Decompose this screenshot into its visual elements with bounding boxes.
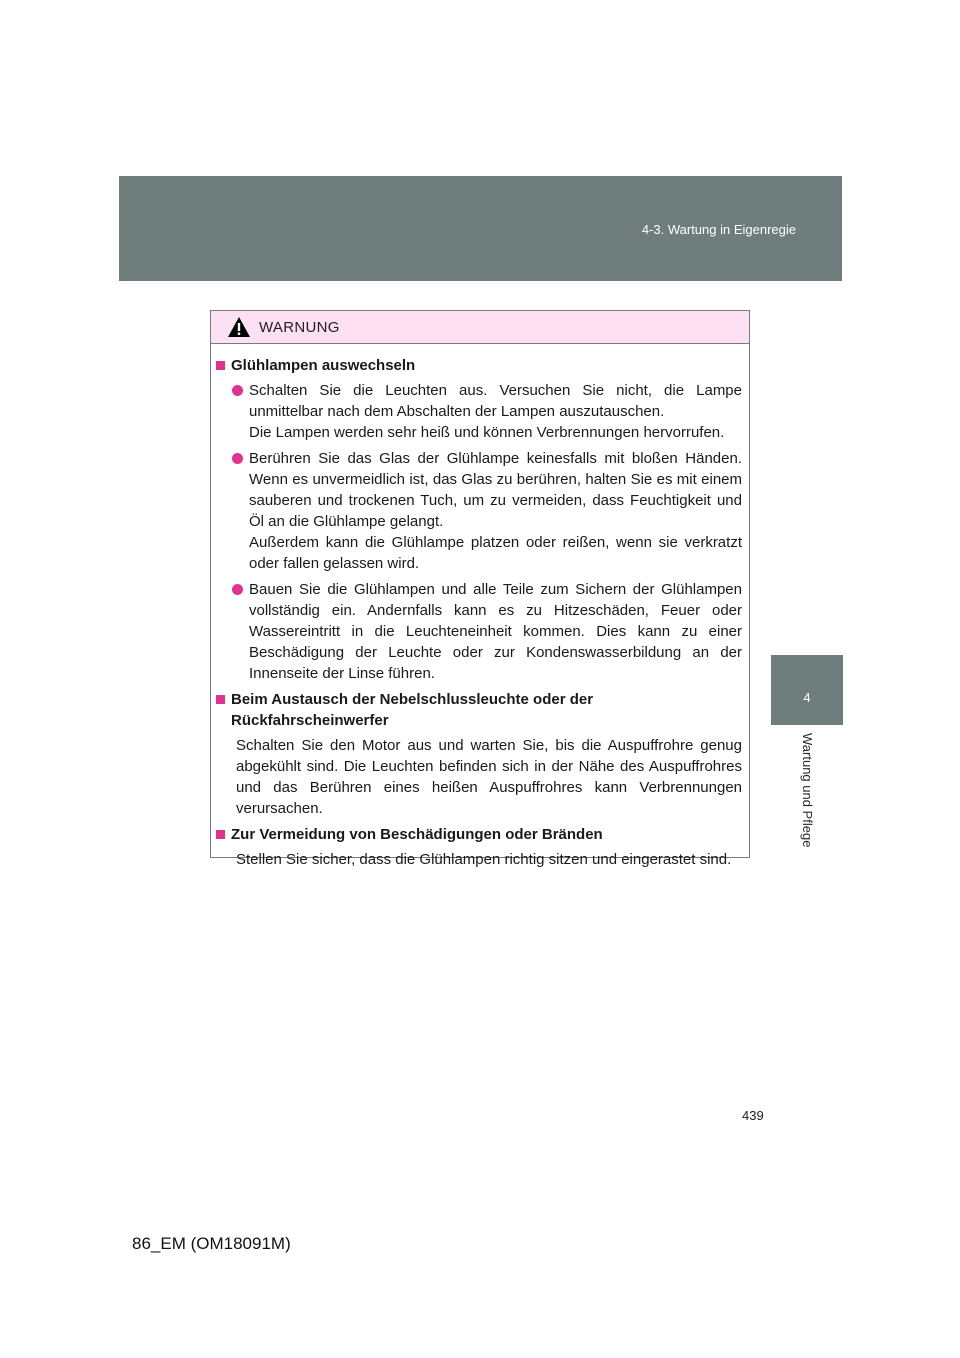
document-code: 86_EM (OM18091M) [132, 1234, 291, 1253]
warning-title: WARNUNG [259, 318, 340, 336]
section-paragraph: Schalten Sie den Motor aus und warten Sie, bis die Auspuffrohre genug abgekühlt sind. Die Leuchten befinden sich in der Nähe des Auspuffrohres und das Berühren eines heißen Auspuffrohres kann Verbrennungen verursachen. [236, 737, 742, 817]
header-band [119, 176, 842, 281]
chapter-tab [771, 655, 843, 725]
header-section-title: 4-3. Wartung in Eigenregie [641, 222, 796, 237]
warning-triangle-icon [227, 316, 251, 338]
chapter-label: Wartung und Pflege [800, 733, 815, 848]
section-heading-text: Zur Vermeidung von Beschädigungen oder Bränden [231, 826, 603, 843]
section-heading [216, 824, 742, 845]
chapter-number: 4 [803, 690, 811, 705]
warning-body [211, 344, 749, 870]
list-item [232, 579, 742, 684]
dot-marker-icon [232, 385, 243, 396]
warning-box [210, 310, 750, 868]
section-heading [216, 689, 742, 731]
square-marker-icon [216, 695, 225, 704]
dot-marker-icon [232, 453, 243, 464]
section-heading-text: Beim Austausch der Nebelschlussleuchte oder der Rückfahrscheinwerfer [231, 691, 594, 729]
page-number: 439 [742, 1108, 764, 1123]
section-heading [216, 355, 742, 376]
warning-header [211, 311, 749, 344]
list-item [232, 448, 742, 574]
section-paragraph: Stellen Sie sicher, dass die Glühlampen richtig sitzen und eingerastet sind. [236, 851, 732, 868]
bullet-text: Schalten Sie die Leuchten aus. Versuchen Sie nicht, die Lampe unmittelbar nach dem Abschalten der Lampen auszutauschen. Die Lampen werden sehr heiß und können Verbrennungen hervorrufen. [249, 382, 742, 441]
square-marker-icon [216, 361, 225, 370]
bullet-text: Berühren Sie das Glas der Glühlampe keinesfalls mit bloßen Händen. Wenn es unvermeidlich ist, das Glas zu berühren, halten Sie es mit einem sauberen und trockenen Tuch, um zu vermeiden, dass Feuchtigkeit und Öl an die Glühlampe gelangt. Außerdem kann die Glühlampe platzen oder reißen, wenn sie verkratzt oder fallen gelassen wird. [249, 450, 742, 572]
section-heading-text: Glühlampen auswechseln [231, 357, 416, 374]
bullet-text: Bauen Sie die Glühlampen und alle Teile zum Sichern der Glühlampen vollständig ein. Andernfalls kann es zu Hitzeschäden, Feuer oder Wassereintritt in die Leuchteneinheit kommen. Dies kann zu einer Beschädigung der Leuchte oder zur Kondenswasserbildung an der Innenseite der Linse führen. [249, 581, 742, 682]
square-marker-icon [216, 830, 225, 839]
list-item [232, 380, 742, 443]
dot-marker-icon [232, 584, 243, 595]
